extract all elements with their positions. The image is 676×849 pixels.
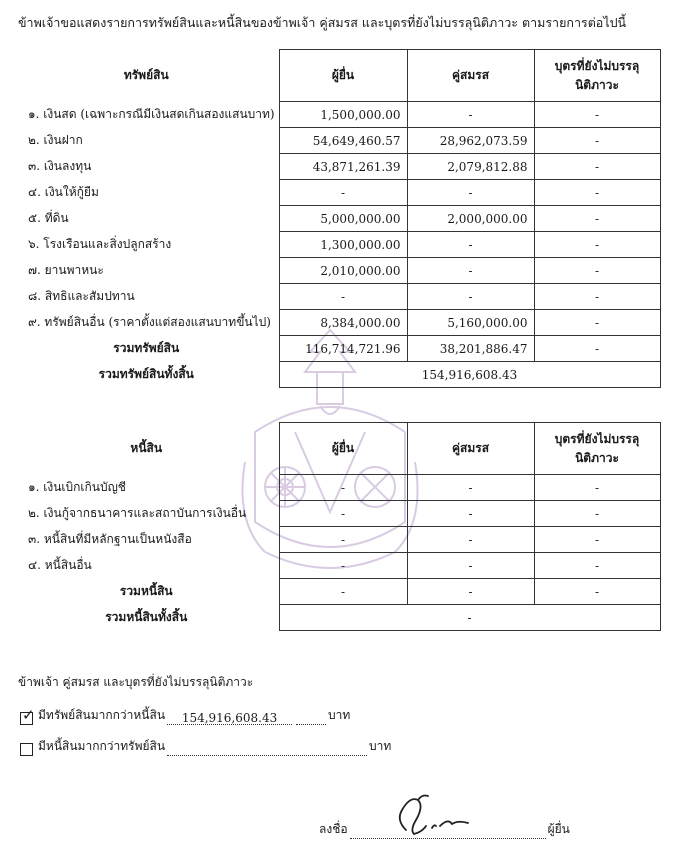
assets-header-spouse: คู่สมรส [407,50,534,102]
table-row [14,154,660,180]
liability-spouse: - [407,553,534,579]
table-row [14,258,660,284]
liability-spouse: - [407,475,534,501]
liability-spouse: - [407,501,534,527]
option1-unit: บาท [328,708,351,722]
liabilities-total-filer: - [279,579,407,605]
liability-child: - [534,475,660,501]
signature-suffix: ผู้ยื่น [547,822,570,836]
asset-label: ๒. เงินฝาก [28,133,83,147]
asset-label: ๓. เงินลงทุน [28,159,92,173]
asset-label: ๔. เงินให้กู้ยืม [28,185,99,199]
asset-label: ๖. โรงเรือนและสิ่งปลูกสร้าง [28,237,172,251]
liabilities-grand-total-row [14,605,660,631]
conclusion-lead: ข้าพเจ้า คู่สมรส และบุตรที่ยังไม่บรรลุนิติภาวะ [18,675,254,689]
assets-header-child-line2: นิติภาวะ [575,77,619,92]
liabilities-header-filer: ผู้ยื่น [279,423,407,475]
assets-table [14,49,661,388]
liabilities-total-row [14,579,660,605]
option-liabilities-exceed [20,737,391,756]
asset-spouse: - [407,102,534,128]
asset-spouse: - [407,180,534,206]
liabilities-grand-total-value: - [279,605,660,631]
asset-child: - [534,284,660,310]
liability-filer: - [279,501,407,527]
assets-total-filer: 116,714,721.96 [279,336,407,362]
asset-label: ๕. ที่ดิน [28,211,69,225]
table-row [14,475,660,501]
liabilities-table [14,422,661,631]
intro-text: ข้าพเจ้าขอแสดงรายการทรัพย์สินและหนี้สินของข้าพเจ้า คู่สมรส และบุตรที่ยังไม่บรรลุนิติภาวะ ตามรายการต่อไปนี้ [18,15,627,30]
asset-child: - [534,310,660,336]
assets-grand-total-value: 154,916,608.43 [279,362,660,388]
asset-child: - [534,154,660,180]
liability-filer: - [279,475,407,501]
asset-child: - [534,206,660,232]
asset-filer: 1,300,000.00 [279,232,407,258]
liability-label: ๓. หนี้สินที่มีหลักฐานเป็นหนังสือ [28,532,192,546]
asset-label: ๘. สิทธิและสัมปทาน [28,289,135,303]
assets-grand-total-row [14,362,660,388]
liabilities-grand-total-label: รวมหนี้สินทั้งสิ้น [105,610,188,624]
liability-spouse: - [407,527,534,553]
signature-line [319,820,570,839]
asset-label: ๑. เงินสด (เฉพาะกรณีมีเงินสดเกินสองแสนบาท) [28,107,275,121]
table-row [14,206,660,232]
asset-child: - [534,128,660,154]
table-row [14,180,660,206]
liability-label: ๔. หนี้สินอื่น [28,558,92,572]
option2-label: มีหนี้สินมากกว่าทรัพย์สิน [38,739,166,753]
liabilities-header-spouse: คู่สมรส [407,423,534,475]
asset-filer: - [279,284,407,310]
assets-total-row [14,336,660,362]
assets-total-child: - [534,336,660,362]
option2-unit: บาท [369,739,392,753]
liability-filer: - [279,553,407,579]
liability-child: - [534,501,660,527]
asset-child: - [534,180,660,206]
assets-header-child [534,50,660,102]
liabilities-total-spouse: - [407,579,534,605]
liability-filer: - [279,527,407,553]
asset-spouse: 2,079,812.88 [407,154,534,180]
table-row [14,232,660,258]
table-row [14,102,660,128]
asset-filer: 2,010,000.00 [279,258,407,284]
signature-prefix: ลงชื่อ [319,822,348,836]
option1-label: มีทรัพย์สินมากกว่าหนี้สิน [38,708,166,722]
checkmark-icon: ✓ [22,706,35,724]
option1-amount: 154,916,608.43 [167,711,292,725]
asset-spouse: 5,160,000.00 [407,310,534,336]
liability-label: ๒. เงินกู้จากธนาคารและสถาบันการเงินอื่น [28,506,247,520]
asset-child: - [534,102,660,128]
asset-spouse: 2,000,000.00 [407,206,534,232]
assets-header-item: ทรัพย์สิน [123,68,169,82]
liability-label: ๑. เงินเบิกเกินบัญชี [28,480,126,494]
table-row [14,501,660,527]
asset-child: - [534,258,660,284]
asset-filer: 54,649,460.57 [279,128,407,154]
asset-filer: - [279,180,407,206]
table-row [14,553,660,579]
liabilities-total-label: รวมหนี้สิน [119,584,173,598]
option-assets-exceed [20,706,350,725]
assets-grand-total-label: รวมทรัพย์สินทั้งสิ้น [98,367,194,381]
liabilities-header-child-line1: บุตรที่ยังไม่บรรลุ [554,431,640,446]
assets-total-spouse: 38,201,886.47 [407,336,534,362]
option2-checkbox[interactable] [20,743,33,756]
asset-filer: 43,871,261.39 [279,154,407,180]
liability-child: - [534,553,660,579]
assets-header-filer: ผู้ยื่น [279,50,407,102]
liabilities-header-item: หนี้สิน [130,441,163,455]
asset-spouse: - [407,232,534,258]
option1-spacer [296,711,326,725]
liabilities-total-child: - [534,579,660,605]
liability-child: - [534,527,660,553]
asset-spouse: - [407,284,534,310]
asset-filer: 5,000,000.00 [279,206,407,232]
assets-header-child-line1: บุตรที่ยังไม่บรรลุ [554,58,640,73]
asset-spouse: - [407,258,534,284]
asset-spouse: 28,962,073.59 [407,128,534,154]
asset-filer: 8,384,000.00 [279,310,407,336]
option2-amount [167,742,367,756]
asset-child: - [534,232,660,258]
asset-label: ๗. ยานพาหนะ [28,263,104,277]
option1-checkbox[interactable] [20,706,35,725]
table-row [14,128,660,154]
table-row [14,527,660,553]
signature-blank [350,825,546,839]
asset-filer: 1,500,000.00 [279,102,407,128]
liabilities-header-child-line2: นิติภาวะ [575,450,619,465]
asset-label: ๙. ทรัพย์สินอื่น (ราคาตั้งแต่สองแสนบาทขึ้นไป) [28,315,271,329]
liabilities-header-child [534,423,660,475]
assets-total-label: รวมทรัพย์สิน [113,341,180,355]
table-row [14,284,660,310]
table-row [14,310,660,336]
